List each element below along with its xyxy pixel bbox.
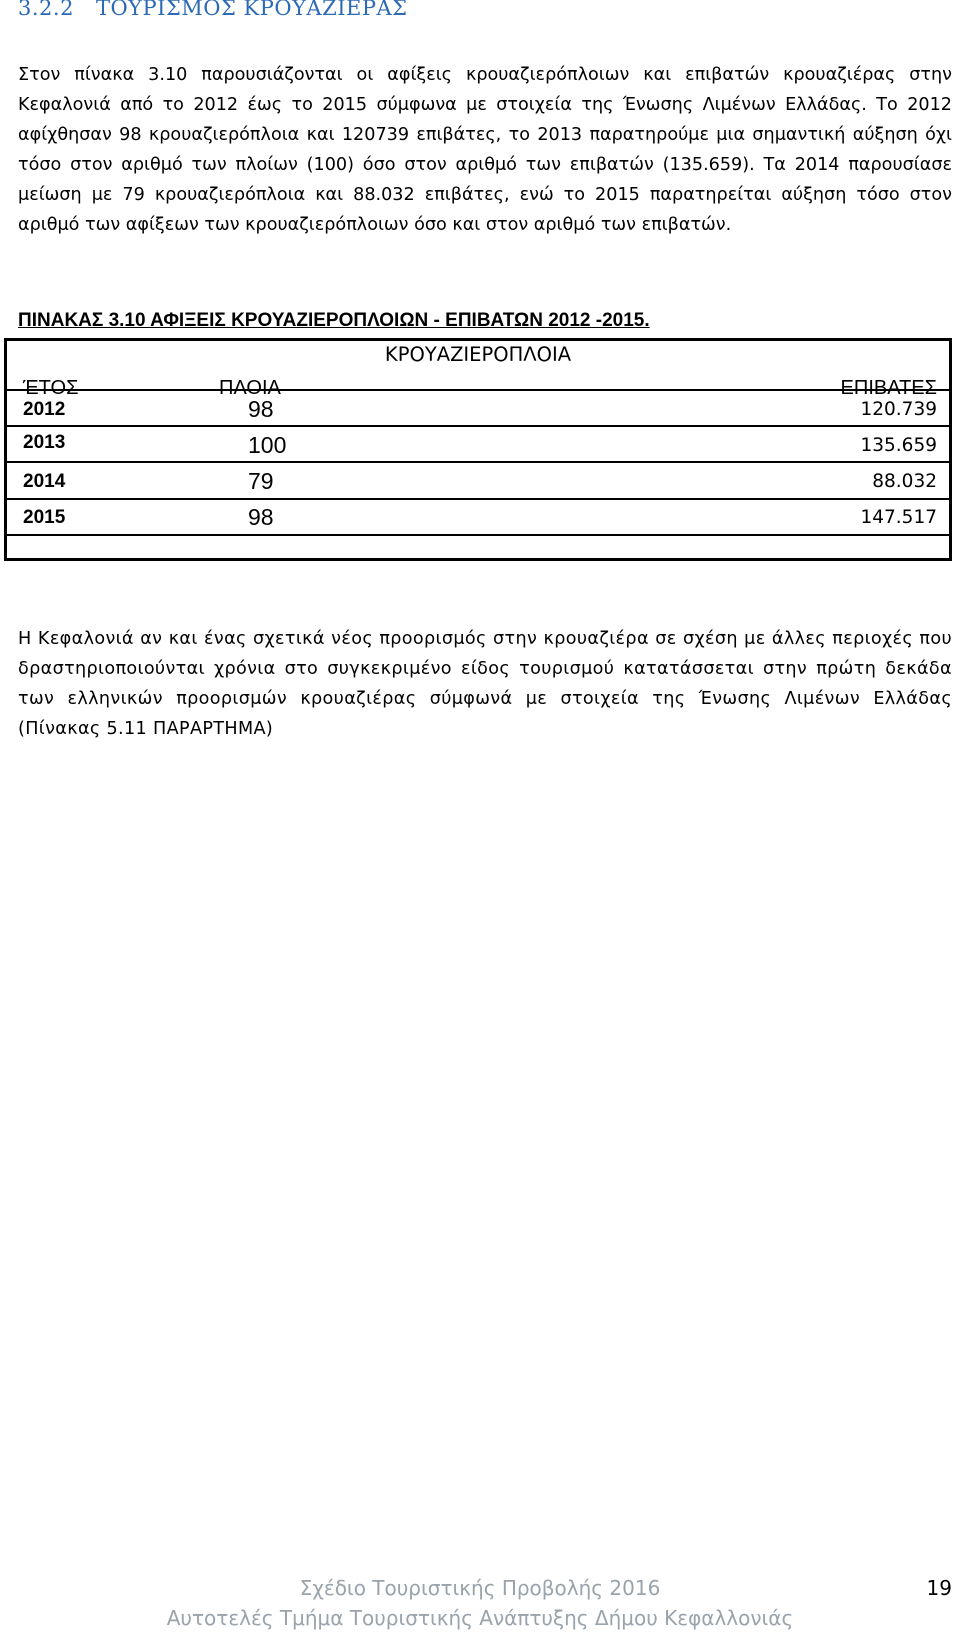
row-2012-year: 2012 (23, 399, 66, 420)
ranking-paragraph: Η Κεφαλονιά αν και ένας σχετικά νέος προορισμός στην κρουαζιέρα σε σχέση με άλλες περιοχές που δραστηριοποιούνται χρόνια στο συγκεκριμένο είδος τουρισμού κατατάσσεται στην πρώτη δεκάδα των ελληνικών προορισμών κρουαζιέρας σύμφωνά με στοιχεία της Ένωσης Λιμένων Ελλάδας (Πίνακας 5.11 ΠΑΡΑΡΤΗΜΑ) (18, 629, 952, 739)
row-2012-passengers: 120.739 (860, 399, 937, 420)
row-2015-passengers: 147.517 (860, 507, 937, 528)
table-divider (7, 534, 949, 536)
cruise-table (4, 338, 952, 561)
row-2012-ships: 98 (248, 396, 274, 422)
table-super-header: ΚΡΟΥΑΖΙΕΡΟΠΛΟΙΑ (384, 343, 572, 366)
row-2013-passengers: 135.659 (860, 435, 937, 456)
header-passengers: ΕΠΙΒΑΤΕΣ (840, 377, 937, 399)
row-2013-year: 2013 (23, 432, 66, 453)
row-2014-ships: 79 (248, 468, 274, 494)
row-2013-ships: 100 (248, 432, 287, 458)
section-number: 3.2.2 (18, 0, 74, 20)
header-ships: ΠΛΟΙΑ (219, 377, 281, 399)
table-divider (7, 461, 949, 463)
intro-paragraph: Στον πίνακα 3.10 παρουσιάζονται οι αφίξεις κρουαζιερόπλοιων και επιβατών κρουαζιέρας στην Κεφαλονιά από το 2012 έως το 2015 σύμφωνα με στοιχεία της Ένωσης Λιμένων Ελλάδας. Το 2012 αφίχθησαν 98 κρουαζιερόπλοια και 120739 επιβάτες, το 2013 παρατηρούμε μια σημαντική αύξηση όχι τόσο στον αριθμό των πλοίων (100) όσο στον αριθμό των επιβατών (135.659). Τα 2014 παρουσίασε μείωση με 79 κρουαζιερόπλοια και 88.032 επιβάτες, ενώ το 2015 παρατηρείται αύξηση τόσο στον αριθμό των αφίξεων των κρουαζιερόπλοιων όσο και στον αριθμό των επιβατών. (18, 65, 952, 235)
table-divider (7, 425, 949, 427)
page-number: 19 (926, 1576, 952, 1600)
row-2015-year: 2015 (23, 507, 66, 528)
table-caption: ΠΙΝΑΚΑΣ 3.10 ΑΦΙΞΕΙΣ ΚΡΟΥΑΖΙΕΡΟΠΛΟΙΩΝ - ΕΠΙΒΑΤΩΝ 2012 -2015. (18, 310, 650, 331)
footer-title: Σχέδιο Τουριστικής Προβολής 2016 (299, 1576, 661, 1600)
header-year: ΈΤΟΣ (23, 377, 79, 399)
table-divider (7, 389, 949, 391)
row-2015-ships: 98 (248, 504, 274, 530)
section-title: ΤΟΥΡΙΣΜΟΣ ΚΡΟΥΑΖΙΕΡΑΣ (95, 0, 408, 20)
row-2014-year: 2014 (23, 471, 66, 492)
footer-department: Αυτοτελές Τμήμα Τουριστικής Ανάπτυξης Δήμου Κεφαλλονιάς (166, 1606, 794, 1630)
table-divider (7, 498, 949, 500)
section-heading (18, 0, 407, 20)
row-2014-passengers: 88.032 (872, 471, 937, 492)
